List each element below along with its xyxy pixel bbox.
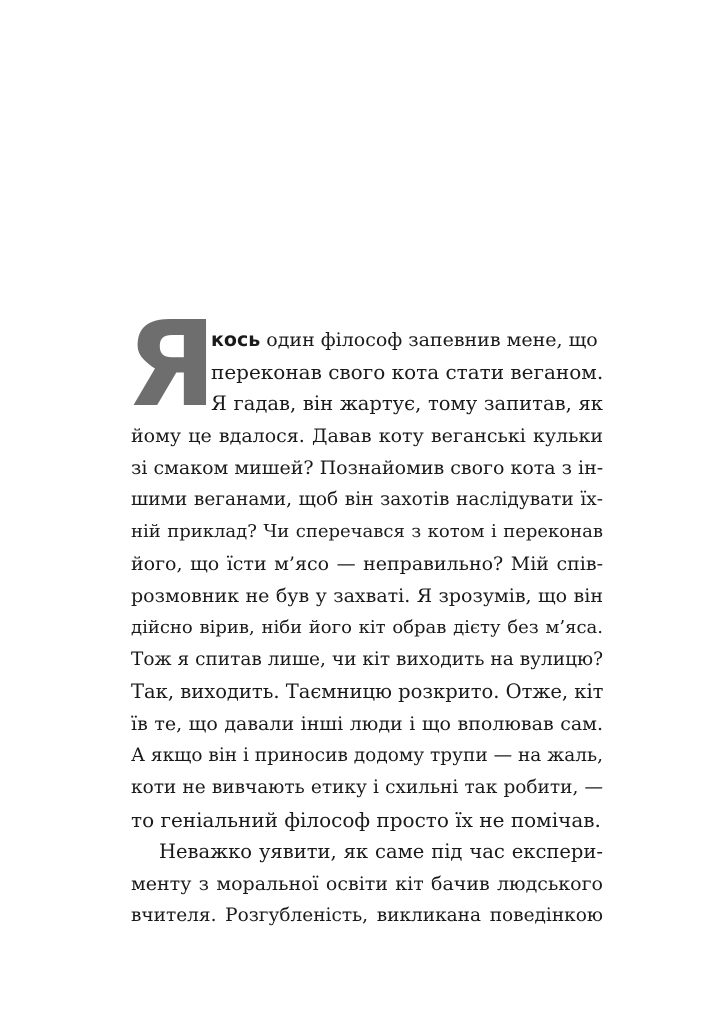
text-line-13: їв те, що давали інші люди і що вполював сам. <box>131 713 603 735</box>
text-line-11: Тож я спитав лише, чи кіт виходить на вулицю? <box>131 649 603 670</box>
text-line-19: вчителя. Розгубленість, викликана поведінкою <box>131 905 603 926</box>
text-line-1 <box>211 324 603 356</box>
text-line-15: коти не вивчають етику і схильні так робити, — <box>131 777 603 798</box>
text-line-8: його, що їсти м’ясо — неправильно? Мій спів- <box>131 553 603 575</box>
text-line-2: переконав свого кота стати веганом. <box>211 360 604 384</box>
text-line-6: шими веганами, щоб він захотів наслідувати їх- <box>131 489 603 510</box>
drop-cap-letter: Я <box>126 295 217 433</box>
text-line-10: дійсно вірив, ніби його кіт обрав дієту без м’яса. <box>131 617 603 638</box>
text-line-17: Неважко уявити, як саме під час експери- <box>159 840 603 863</box>
text-line-3: Я гадав, він жартує, тому запитав, як <box>211 392 603 415</box>
text-line-9: розмовник не був у захваті. Я зрозумів, що він <box>131 585 603 607</box>
text-line-14: А якщо він і приносив додому трупи — на жаль, <box>131 745 603 766</box>
text-line-7: ній приклад? Чи сперечався з котом і переконав <box>131 521 603 542</box>
lead-word: кось <box>211 329 261 351</box>
text-line-18: менту з моральної освіти кіт бачив людського <box>131 873 603 895</box>
text-line-4: йому це вдалося. Давав коту веганські кульки <box>131 425 603 447</box>
text-line-16: то геніальний філософ просто їх не помічав. <box>131 808 601 832</box>
text-line-12: Так, виходить. Таємницю розкрито. Отже, кіт <box>131 680 604 703</box>
text-line-1-rest: один філософ запевнив мене, що <box>260 329 598 351</box>
text-line-5: зі смаком мишей? Познайомив свого кота з ін- <box>131 457 604 479</box>
